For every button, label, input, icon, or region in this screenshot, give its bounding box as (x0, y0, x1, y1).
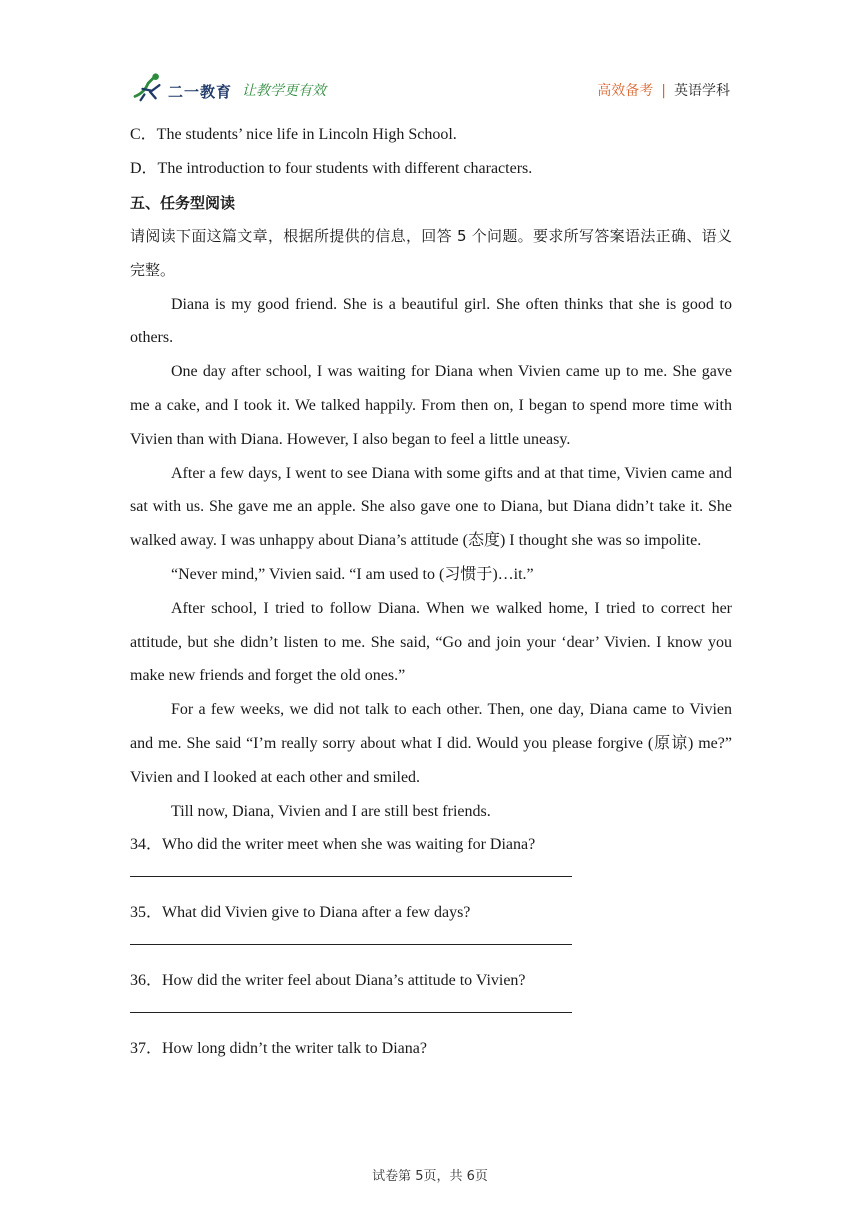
header-separator: | (661, 83, 666, 99)
passage-paragraph: Diana is my good friend. She is a beautiful girl. She often thinks that she is good to others. (130, 295, 732, 347)
page-header (130, 70, 730, 106)
passage-paragraph: After a few days, I went to see Diana with some gifts and at that time, Vivien came and sat with us. She gave me an apple. She also gave one to Diana, but Diana didn’t take it. She walked away. I was unhappy about Diana’s attitude (态度) I thought she was so impolite. (130, 464, 732, 550)
answer-line-34[interactable] (130, 862, 732, 896)
logo-icon (130, 72, 170, 102)
question-37: 37．How long didn’t the writer talk to Diana? (130, 1040, 427, 1058)
passage-paragraph: “Never mind,” Vivien said. “I am used to (习惯于)…it.” (171, 565, 534, 583)
header-subject-label: 英语学科 (674, 83, 730, 99)
passage-paragraph: One day after school, I was waiting for Diana when Vivien came up to me. She gave me a cake, and I took it. We talked happily. From then on, I began to spend more time with Vivien than with Diana. However, I also began to feel a little uneasy. (130, 363, 732, 448)
page-footer: 试卷第 5页，共 6页 (372, 1169, 488, 1184)
section-title: 五、任务型阅读 (130, 194, 236, 212)
logo-slogan: 让教学更有效 (242, 83, 326, 99)
question-36: 36．How did the writer feel about Diana’s attitude to Vivien? (130, 972, 526, 990)
question-35: 35．What did Vivien give to Diana after a few days? (130, 904, 471, 922)
section-instruction: 请阅读下面这篇文章，根据所提供的信息，回答 5 个问题。要求所写答案语法正确、语义完整。 (130, 227, 732, 279)
page-content (130, 118, 732, 1066)
question-34: 34．Who did the writer meet when she was waiting for Diana? (130, 836, 536, 854)
passage-paragraph: Till now, Diana, Vivien and I are still best friends. (171, 802, 491, 820)
header-subject (597, 80, 730, 100)
header-tagline: 高效备考 (597, 83, 654, 99)
passage-paragraph: After school, I tried to follow Diana. When we walked home, I tried to correct her attitude, but she didn’t listen to me. She said, “Go and join your ‘dear’ Vivien. I know you make new friends and forget the old ones.” (130, 599, 732, 685)
option-d: D．The introduction to four students with different characters. (130, 160, 533, 177)
answer-line-36[interactable] (130, 998, 732, 1032)
option-c: C．The students’ nice life in Lincoln High School. (130, 126, 457, 143)
passage-paragraph: For a few weeks, we did not talk to each other. Then, one day, Diana came to Vivien and me. She said “I’m really sorry about what I did. Would you please forgive (原谅) me?” Vivien and I looked at each other and smiled. (130, 701, 732, 786)
logo-text: 二一教育 (168, 83, 233, 101)
answer-line-35[interactable] (130, 930, 732, 964)
